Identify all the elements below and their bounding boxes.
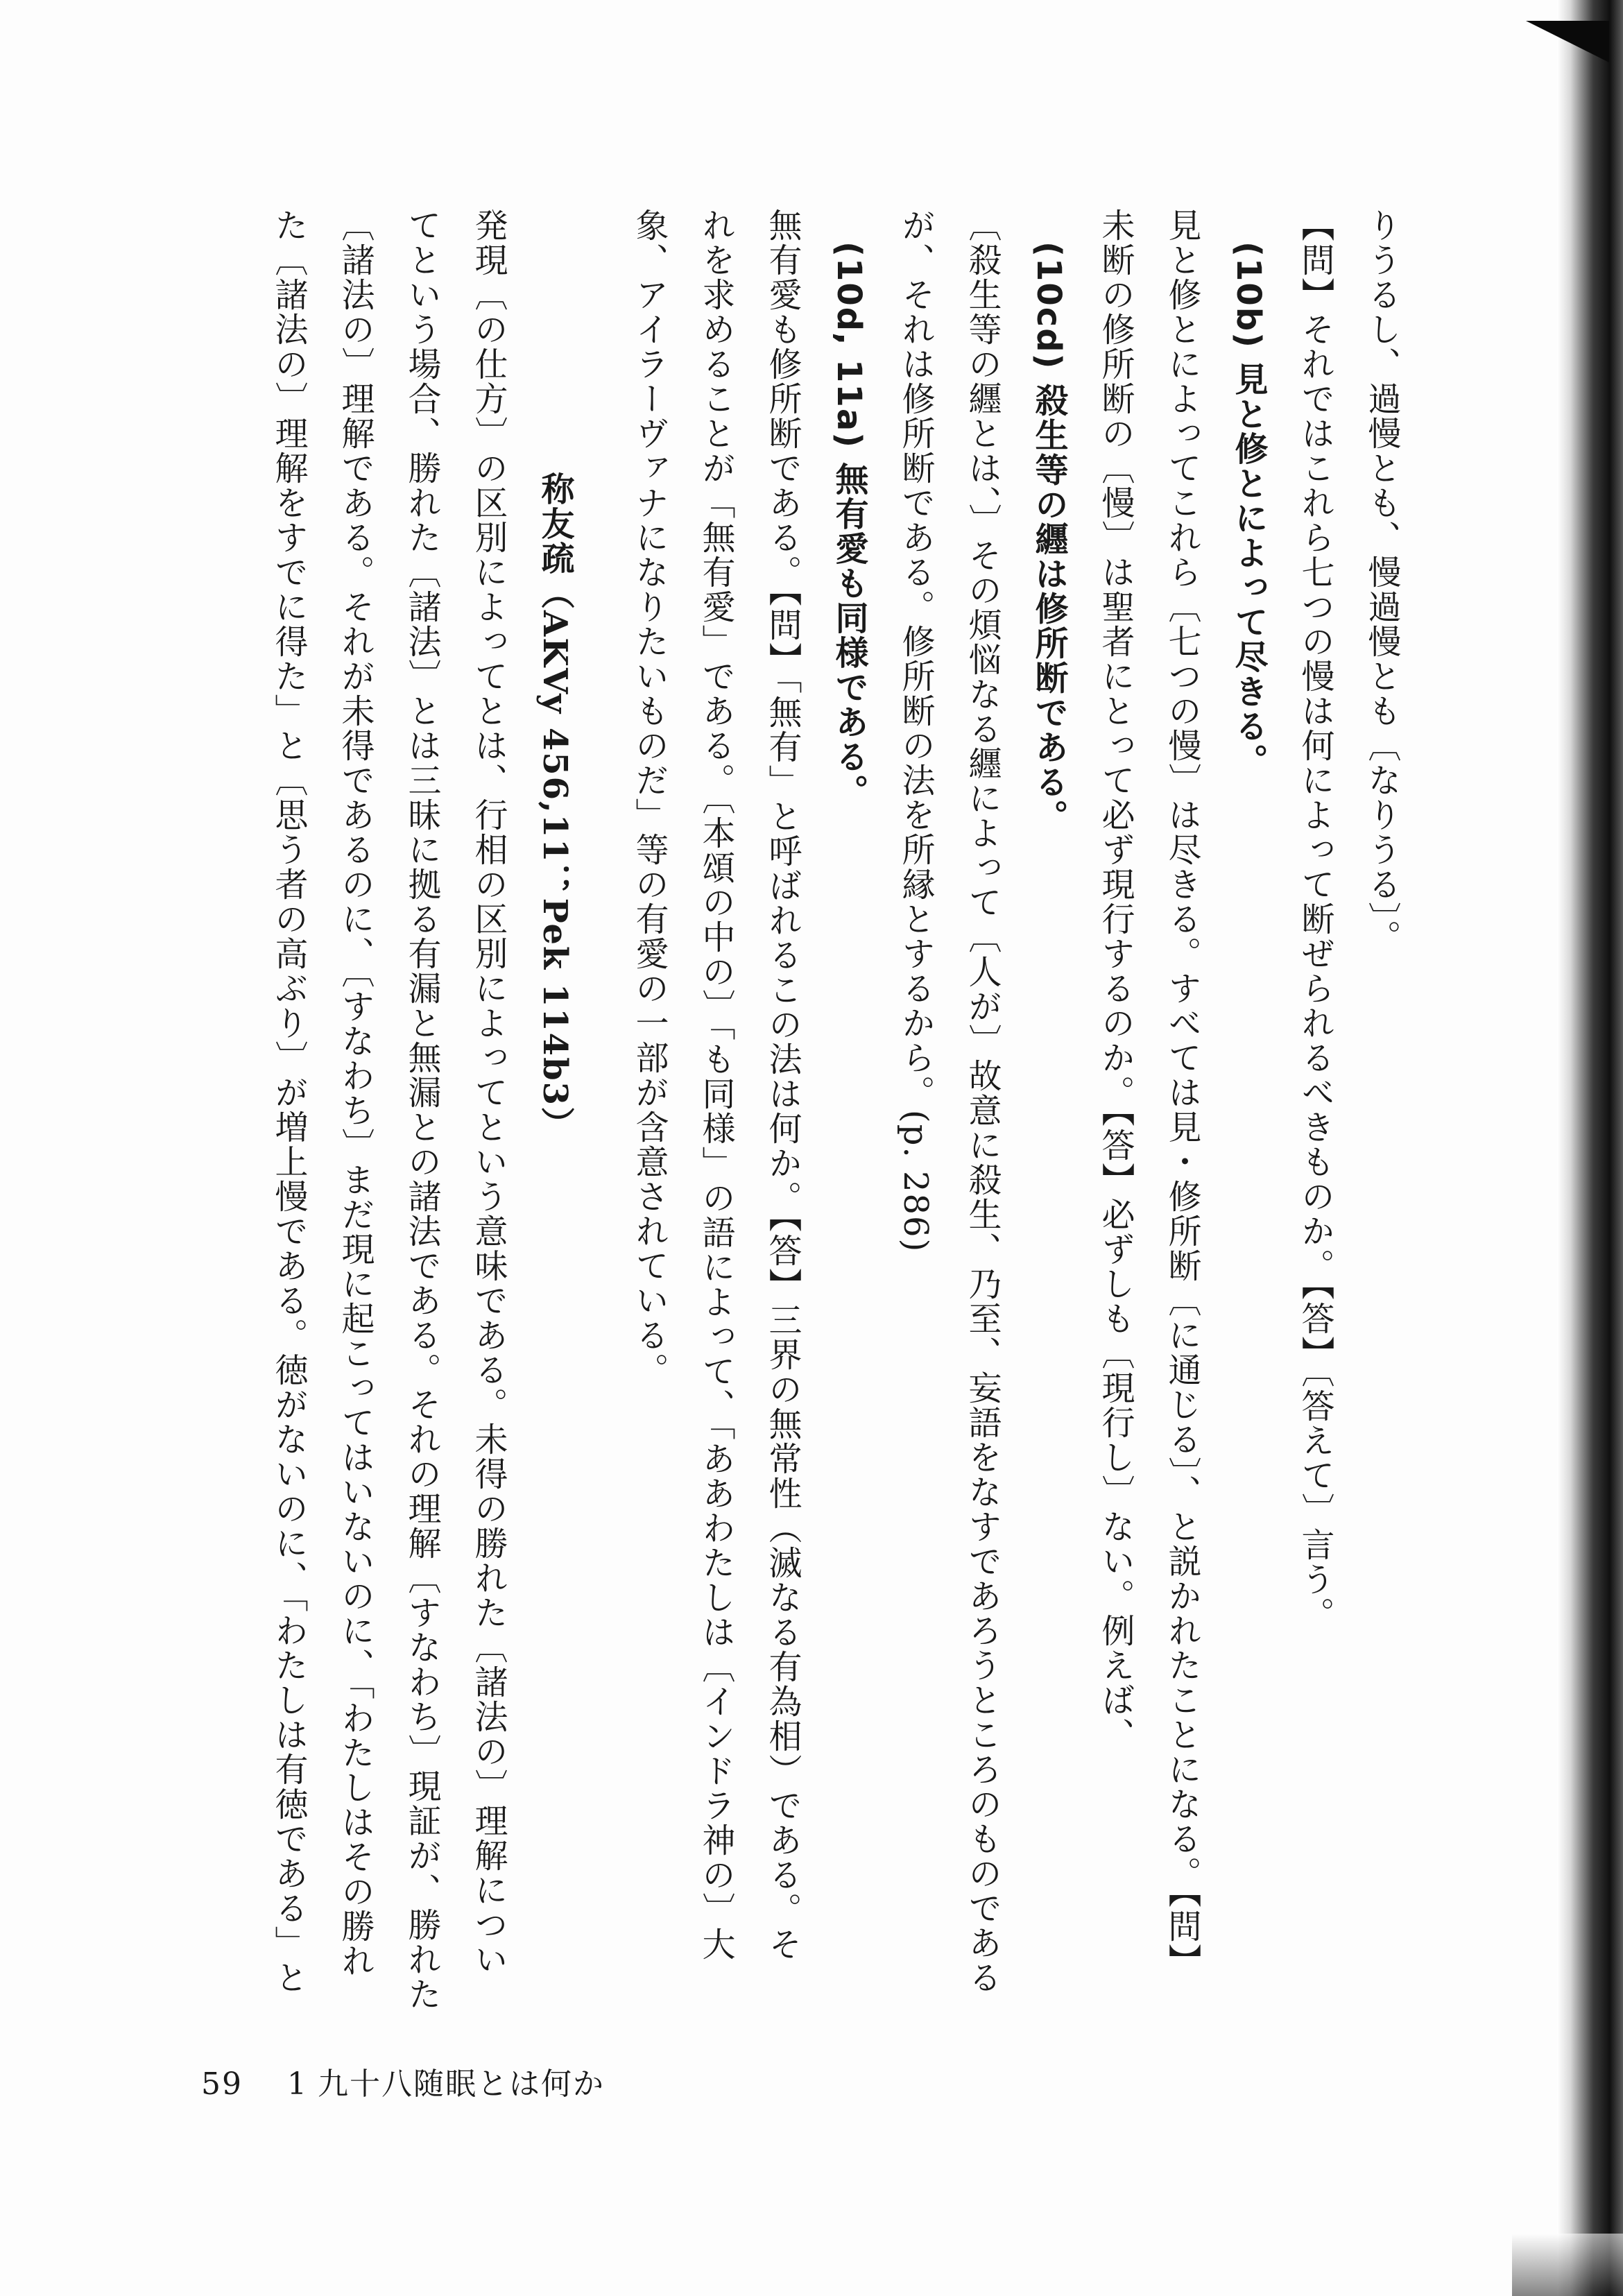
chapter-number: 1 — [287, 2066, 308, 2102]
verse-heading: (10cd) 殺生等の纒は修所断である。 — [1029, 241, 1068, 834]
text-line: 【問】それではこれら七つの慢は何によって断ぜられるべきものか。【答】〔答えて〕言う。 — [1296, 208, 1334, 1631]
binding-shadow — [1512, 2234, 1623, 2296]
text-line: 見と修とによってこれら〔七つの慢〕は尽きる。すべては見・修所断〔に通じる〕、と説かれたことになる。【問】 — [1162, 208, 1201, 1978]
text-line: が、それは修所断である。修所断の法を所縁とするから。(p. 286) — [896, 208, 935, 1253]
verse-heading: (10b) 見と修とによって尽きる。 — [1229, 241, 1268, 778]
main-text — [42, 208, 1415, 2012]
page-number: 59 — [201, 2066, 243, 2102]
text-line: 発現〔の仕方〕の区別によってとは、行相の区別によってという意味である。未得の勝れた〔諸法の〕理解につい — [469, 208, 508, 1977]
text-line: 無有愛も修所断である。【問】「無有」と呼ばれるこの法は何か。【答】三界の無常性（滅なる有為相）である。そ — [763, 208, 802, 1962]
text-line: 未断の修所断の〔慢〕は聖者にとって必ず現行するのか。【答】必ずしも〔現行し〕ない。例えば、 — [1096, 208, 1135, 1752]
chapter-title: 九十八随眠とは何か — [318, 2066, 605, 2102]
text-line: 〔諸法の〕理解である。それが未得であるのに、〔すなわち〕まだ現に起こってはいないのに、「わたしはその勝れ — [336, 208, 375, 1978]
verse-heading: (10d, 11a) 無有愛も同様である。 — [830, 241, 868, 809]
text-line: りうるし、過慢とも、慢過慢とも〔なりうる〕。 — [1362, 208, 1401, 954]
binding-mark — [1526, 21, 1609, 62]
text-line: てという場合、勝れた〔諸法〕とは三昧に拠る有漏と無漏との諸法である。それの理解〔すなわち〕現証が、勝れた — [402, 208, 441, 2012]
text-line: た〔諸法の〕理解をすでに得た」と〔思う者の高ぶり〕が増上慢である。徳がないのに、「わたしは有徳である」と — [269, 208, 308, 1995]
page-footer — [201, 2059, 605, 2103]
text-line: 象、アイラーヴァナになりたいものだ」等の有愛の一部が含意されている。 — [630, 208, 669, 1387]
text-line: 〔殺生等の纒とは、〕その煩悩なる纒によって〔人が〕故意に殺生、乃至、妄語をなすであろうところのものである — [963, 208, 1002, 1995]
text-line: れを求めることが「無有愛」である。〔本頌の中の〕「も同様」の語によって、「ああわたしは〔インドラ神の〕大 — [696, 208, 735, 1962]
binding-edge — [1557, 0, 1623, 2296]
commentary-heading: 称友疏（AKVy 456,11；Pek 114b3） — [535, 472, 574, 1142]
